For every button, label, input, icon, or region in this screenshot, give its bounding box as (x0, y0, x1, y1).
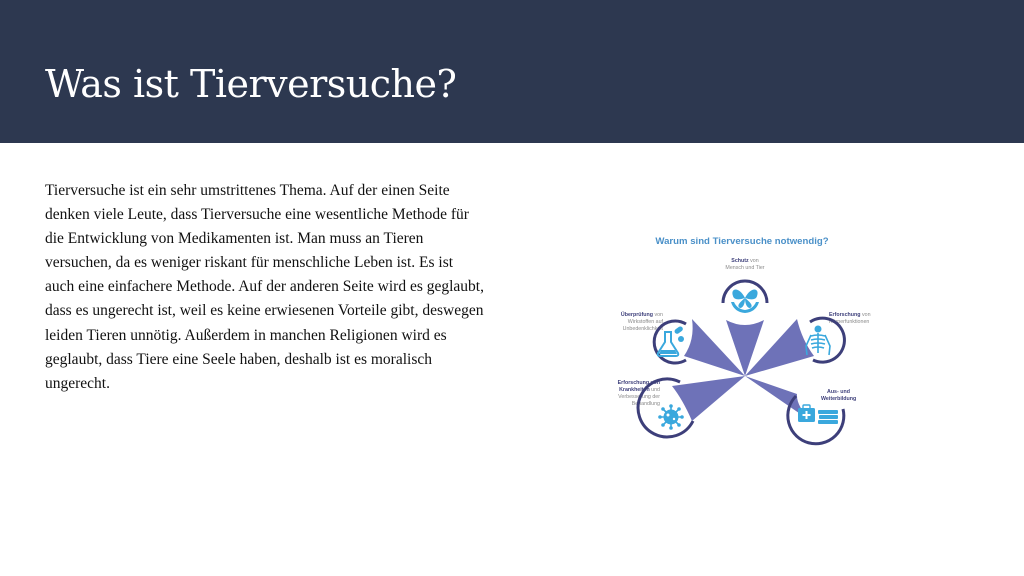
item-top-label-2: Mensch und Tier (725, 265, 765, 271)
infographic-title: Warum sind Tierversuche notwendig? (655, 236, 829, 247)
item-upper-left-label-1: Überprüfung von (620, 312, 663, 318)
slide-body-text: Tierversuche ist ein sehr umstrittenes Thema. Auf der einen Seite denken viele Leute, dass Tierversuche eine wesentliche Methode für die Entwicklung von Medikamenten ist. Man muss an Tieren versuchen, da es weniger riskant für menschliche Leben ist. Es ist auch eine einfachere Methode. Auf der anderen Seite wird es geglaubt, dass es ungerecht ist, weil es keine erwiesenen Vorteile gibt, deswegen leiden Tieren unnötig. Außerdem in manchen Religionen wird es geglaubt, dass Tiere eine Seele haben, deshalb ist es moralisch ungerecht. (45, 182, 484, 392)
infographic (600, 226, 890, 448)
item-top-ring (723, 281, 767, 303)
item-top (723, 281, 767, 313)
item-upper-left-label-3: Unbedenklichkeit (622, 326, 663, 332)
item-lower-right-label-2: Weiterbildung (821, 396, 857, 402)
item-upper-right-label-1: Erforschung von (829, 312, 871, 318)
item-lower-left-label-2: Krankheiten und (619, 387, 660, 393)
item-lower-left-label-1: Erforschung von (617, 380, 660, 386)
item-top-label-1: Schutz von (731, 258, 759, 264)
petal-lower-left (672, 376, 745, 421)
item-upper-right-label-2: Körperfunktionen (829, 319, 870, 325)
item-lower-left-label-3: Verbesserung der (618, 394, 660, 400)
virus-icon (658, 404, 684, 430)
petals (672, 319, 814, 422)
slide-title: Was ist Tierversuche? (45, 62, 457, 106)
title-bar (0, 0, 1024, 143)
item-upper-left (654, 321, 686, 363)
butterfly-in-hands-icon (731, 290, 759, 314)
item-upper-left-label-2: Wirkstoffen auf (627, 319, 663, 325)
item-lower-left-label-4: Behandlung (631, 401, 660, 407)
item-lower-right-label-1: Aus- und (827, 389, 850, 395)
medkit-books-icon (798, 405, 838, 424)
infographic-graphic (600, 226, 890, 448)
